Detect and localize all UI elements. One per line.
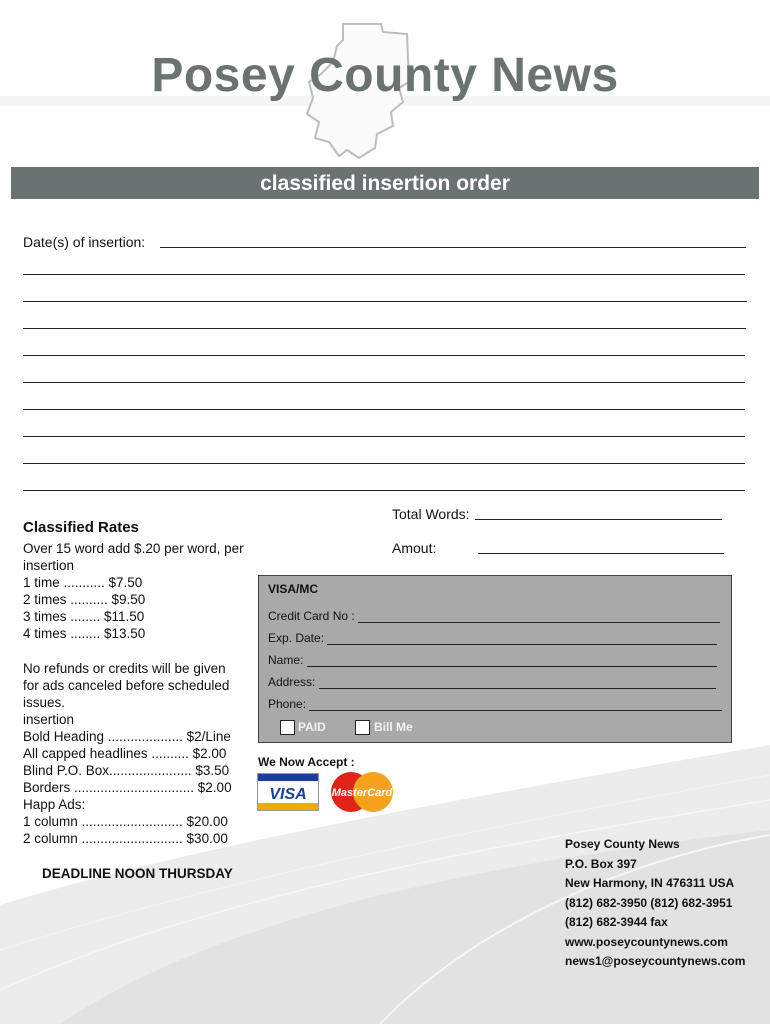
refund-note: No refunds or credits will be given xyxy=(23,661,226,676)
contact-pobox: P.O. Box 397 xyxy=(565,856,637,871)
rates-line: Borders ................................ $2.00 xyxy=(23,780,232,795)
rates-line: 3 times ........ $11.50 xyxy=(23,609,145,624)
ad-text-line[interactable] xyxy=(23,382,745,383)
classified-rates xyxy=(23,519,253,847)
deadline-notice: DEADLINE NOON THURSDAY xyxy=(42,866,233,881)
phone-label: Phone: xyxy=(268,697,307,711)
ad-text-line[interactable] xyxy=(23,328,746,329)
total-words-field[interactable] xyxy=(475,519,722,520)
card-heading: VISA/MC xyxy=(268,582,319,596)
visa-logo-text: VISA xyxy=(269,786,307,803)
visa-logo xyxy=(257,773,319,811)
paid-label: PAID xyxy=(298,720,326,734)
rates-line: Bold Heading .................... $2/Line xyxy=(23,729,231,744)
accept-label: We Now Accept : xyxy=(258,755,355,769)
credit-card-box xyxy=(258,575,732,743)
rates-line: 4 times ........ $13.50 xyxy=(23,626,146,641)
refund-note: insertion xyxy=(23,712,75,727)
ad-text-line[interactable] xyxy=(23,274,745,275)
mastercard-logo-text: MasterCard xyxy=(331,787,393,799)
bill-me-checkbox[interactable] xyxy=(355,720,370,735)
title-bar xyxy=(11,167,759,199)
address-label: Address: xyxy=(268,675,316,689)
amount-label: Amout: xyxy=(392,540,437,556)
ad-text-line[interactable] xyxy=(23,409,745,410)
ad-text-line[interactable] xyxy=(23,436,745,437)
contact-fax: (812) 682-3944 fax xyxy=(565,915,668,929)
rates-line: Blind P.O. Box...................... $3.50 xyxy=(23,763,230,778)
refund-note: issues. xyxy=(23,695,66,710)
amount-field[interactable] xyxy=(478,553,724,554)
dates-field[interactable] xyxy=(160,247,746,248)
ad-text-line[interactable] xyxy=(23,355,745,356)
rates-line: 2 column ........................... $30.00 xyxy=(23,831,228,846)
name-field[interactable] xyxy=(307,655,717,667)
rates-line: 1 time ........... $7.50 xyxy=(23,575,143,590)
name-label: Name: xyxy=(268,653,304,667)
ad-text-line[interactable] xyxy=(23,463,745,464)
rates-line: Over 15 word add $.20 per word, per xyxy=(23,541,244,556)
rates-line: All capped headlines .......... $2.00 xyxy=(23,746,227,761)
exp-date-field[interactable] xyxy=(327,633,717,645)
contact-website: www.poseycountynews.com xyxy=(565,934,728,949)
card-number-label: Credit Card No : xyxy=(268,609,355,623)
rates-line: insertion xyxy=(23,558,75,573)
contact-phones: (812) 682-3950 (812) 682-3951 xyxy=(565,895,733,910)
mastercard-logo xyxy=(329,771,395,813)
card-number-field[interactable] xyxy=(358,611,720,623)
refund-note: for ads canceled before scheduled xyxy=(23,678,230,693)
dates-label: Date(s) of insertion: xyxy=(23,234,146,250)
contact-city: New Harmony, IN 476311 USA xyxy=(565,876,735,890)
paid-checkbox[interactable] xyxy=(280,720,295,735)
address-field[interactable] xyxy=(319,677,716,689)
rates-line: 1 column ........................... $20.00 xyxy=(23,814,228,829)
contact-email: news1@poseycountynews.com xyxy=(565,954,746,968)
ad-text-line[interactable] xyxy=(23,301,747,302)
exp-date-label: Exp. Date: xyxy=(268,631,325,645)
rates-line: Happ Ads: xyxy=(23,797,86,812)
rates-heading: Classified Rates xyxy=(23,519,139,536)
contact-name: Posey County News xyxy=(565,837,680,851)
ad-text-line[interactable] xyxy=(23,490,745,491)
rates-line: 2 times .......... $9.50 xyxy=(23,592,146,607)
contact-info xyxy=(565,835,745,972)
phone-field[interactable] xyxy=(309,699,722,711)
total-words-label: Total Words: xyxy=(392,506,470,522)
bill-me-label: Bill Me xyxy=(374,720,413,734)
masthead-title: Posey County News xyxy=(151,49,619,102)
form-title: classified insertion order xyxy=(260,172,510,195)
